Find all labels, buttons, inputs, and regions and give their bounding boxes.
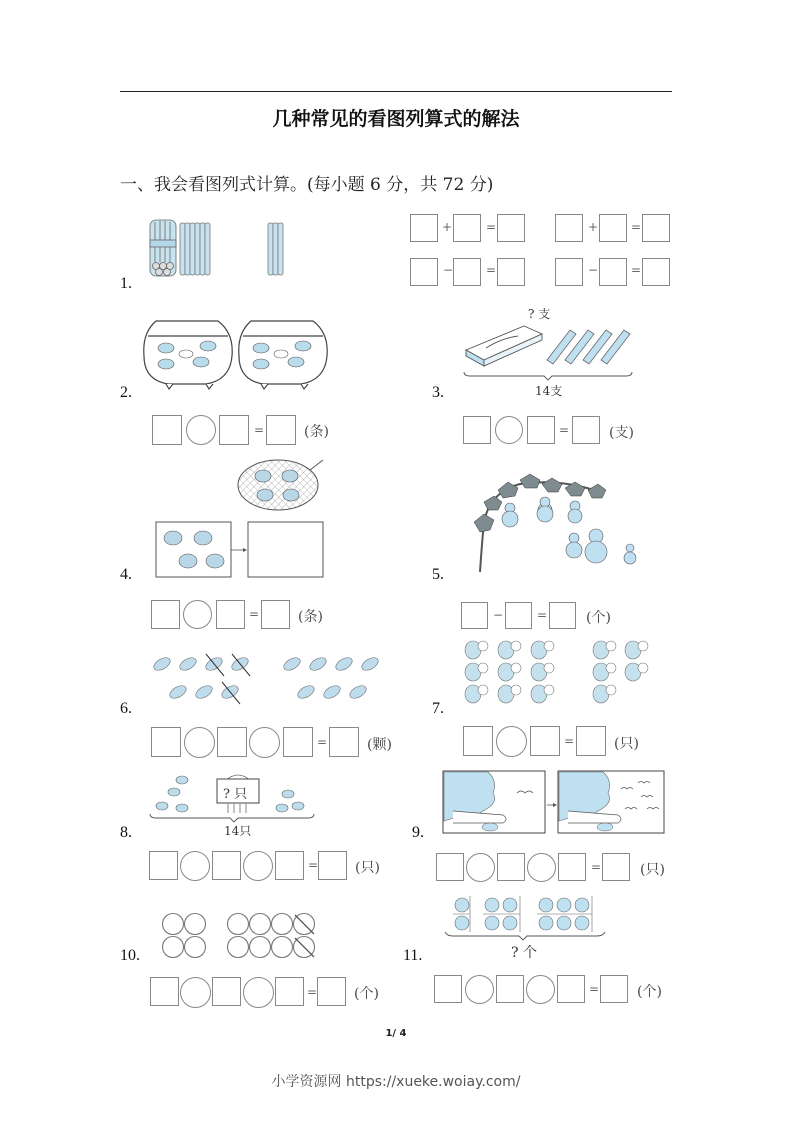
equals-sign: = bbox=[254, 423, 265, 437]
answer-box[interactable] bbox=[317, 977, 346, 1006]
answer-box[interactable] bbox=[549, 602, 576, 629]
page-title: 几种常见的看图列算式的解法 bbox=[272, 108, 520, 130]
answer-box[interactable] bbox=[496, 975, 524, 1003]
answer-box[interactable] bbox=[152, 415, 182, 445]
minus-sign: − bbox=[493, 608, 504, 622]
equals-sign: = bbox=[631, 263, 642, 277]
answer-box[interactable] bbox=[497, 214, 525, 242]
unit-label: (条) bbox=[298, 609, 323, 625]
answer-box[interactable] bbox=[151, 727, 181, 757]
question-number: 2. bbox=[120, 384, 132, 401]
top-rule bbox=[120, 91, 672, 92]
answer-box[interactable] bbox=[434, 975, 462, 1003]
equals-sign: = bbox=[631, 220, 642, 234]
equals-sign: = bbox=[307, 985, 318, 999]
pencils-illustration bbox=[462, 320, 637, 380]
fishbowls-illustration bbox=[146, 318, 326, 390]
equals-sign: = bbox=[589, 982, 600, 996]
sticks-illustration bbox=[148, 218, 298, 278]
answer-box[interactable] bbox=[275, 851, 304, 880]
answer-box[interactable] bbox=[151, 600, 180, 629]
equals-sign: = bbox=[564, 734, 575, 748]
operator-circle[interactable] bbox=[465, 975, 494, 1004]
equals-sign: = bbox=[317, 735, 328, 749]
answer-box[interactable] bbox=[266, 415, 296, 445]
unit-label: (只) bbox=[614, 736, 639, 752]
section-heading: 一、我会看图列式计算。(每小题 6 分，共 72 分) bbox=[120, 175, 494, 195]
operator-circle[interactable] bbox=[243, 977, 274, 1008]
unit-label: (个) bbox=[637, 984, 662, 1000]
answer-box[interactable] bbox=[453, 258, 481, 286]
equals-sign: = bbox=[486, 263, 497, 277]
answer-box[interactable] bbox=[530, 726, 560, 756]
fishnet-illustration bbox=[155, 458, 330, 578]
total-label: 14只 bbox=[224, 824, 252, 838]
mice-illustration bbox=[463, 636, 643, 716]
unit-label: (只) bbox=[355, 860, 380, 876]
question-number: 7. bbox=[432, 700, 444, 717]
answer-box[interactable] bbox=[599, 214, 627, 242]
candies-illustration bbox=[150, 652, 390, 707]
equals-sign: = bbox=[591, 860, 602, 874]
answer-box[interactable] bbox=[329, 727, 359, 757]
answer-box[interactable] bbox=[216, 600, 245, 629]
answer-box[interactable] bbox=[642, 258, 670, 286]
answer-box[interactable] bbox=[497, 258, 525, 286]
answer-box[interactable] bbox=[261, 600, 290, 629]
answer-box[interactable] bbox=[642, 214, 670, 242]
unit-label: (个) bbox=[586, 610, 611, 626]
equals-sign: = bbox=[308, 858, 319, 872]
question-number: 11. bbox=[403, 947, 423, 964]
operator-circle[interactable] bbox=[466, 853, 495, 882]
total-label: ? 个 bbox=[511, 945, 537, 961]
operator-circle[interactable] bbox=[243, 851, 273, 881]
answer-box[interactable] bbox=[463, 416, 491, 444]
answer-box[interactable] bbox=[505, 602, 532, 629]
operator-circle[interactable] bbox=[186, 415, 216, 445]
tree-birds-illustration bbox=[443, 771, 665, 835]
answer-box[interactable] bbox=[555, 258, 583, 286]
question-number: 9. bbox=[412, 824, 424, 841]
answer-box[interactable] bbox=[602, 853, 630, 881]
equals-sign: = bbox=[559, 423, 570, 437]
answer-box[interactable] bbox=[497, 853, 525, 881]
question-number: 5. bbox=[432, 566, 444, 583]
operator-circle[interactable] bbox=[496, 726, 527, 757]
answer-box[interactable] bbox=[283, 727, 313, 757]
unit-label: (只) bbox=[640, 862, 665, 878]
answer-box[interactable] bbox=[600, 975, 628, 1003]
answer-box[interactable] bbox=[576, 726, 606, 756]
minus-sign: − bbox=[588, 263, 599, 277]
unit-label: (支) bbox=[609, 425, 634, 441]
unit-label: (个) bbox=[354, 986, 379, 1002]
answer-box[interactable] bbox=[461, 602, 488, 629]
answer-box[interactable] bbox=[212, 851, 241, 880]
question-number: 4. bbox=[120, 566, 132, 583]
operator-circle[interactable] bbox=[249, 727, 280, 758]
gourd-vine-illustration bbox=[470, 472, 645, 577]
question-label: ? 支 bbox=[528, 307, 551, 321]
operator-circle[interactable] bbox=[183, 600, 212, 629]
question-number: 10. bbox=[120, 947, 140, 964]
answer-box[interactable] bbox=[410, 258, 438, 286]
plus-sign: + bbox=[588, 220, 599, 234]
answer-box[interactable] bbox=[219, 415, 249, 445]
total-label: 14支 bbox=[535, 384, 563, 398]
cage-label: ? 只 bbox=[223, 787, 248, 802]
answer-box[interactable] bbox=[212, 977, 241, 1006]
answer-box[interactable] bbox=[275, 977, 304, 1006]
equals-sign: = bbox=[249, 607, 260, 621]
answer-box[interactable] bbox=[572, 416, 600, 444]
operator-circle[interactable] bbox=[527, 853, 556, 882]
operator-circle[interactable] bbox=[495, 416, 523, 444]
answer-box[interactable] bbox=[557, 975, 585, 1003]
circles-illustration bbox=[162, 912, 322, 962]
question-number: 6. bbox=[120, 700, 132, 717]
unit-label: (颗) bbox=[367, 737, 392, 753]
question-number: 3. bbox=[432, 384, 444, 401]
operator-circle[interactable] bbox=[180, 851, 210, 881]
answer-box[interactable] bbox=[453, 214, 481, 242]
answer-box[interactable] bbox=[527, 416, 555, 444]
answer-box[interactable] bbox=[149, 851, 178, 880]
page-number: 1/ 4 bbox=[385, 1028, 407, 1039]
question-number: 8. bbox=[120, 824, 132, 841]
answer-box[interactable] bbox=[150, 977, 179, 1006]
operator-circle[interactable] bbox=[526, 975, 555, 1004]
answer-box[interactable] bbox=[555, 214, 583, 242]
answer-box[interactable] bbox=[318, 851, 347, 880]
answer-box[interactable] bbox=[558, 853, 586, 881]
answer-box[interactable] bbox=[463, 726, 493, 756]
operator-circle[interactable] bbox=[184, 727, 215, 758]
watermark: 小学资源网 https://xueke.woiay.com/ bbox=[271, 1074, 521, 1090]
answer-box[interactable] bbox=[599, 258, 627, 286]
equals-sign: = bbox=[486, 220, 497, 234]
answer-box[interactable] bbox=[410, 214, 438, 242]
plus-sign: + bbox=[442, 220, 453, 234]
minus-sign: − bbox=[443, 263, 454, 277]
unit-label: (条) bbox=[304, 424, 329, 440]
equals-sign: = bbox=[537, 608, 548, 622]
operator-circle[interactable] bbox=[180, 977, 211, 1008]
answer-box[interactable] bbox=[217, 727, 247, 757]
apples-illustration bbox=[443, 890, 613, 940]
question-number: 1. bbox=[120, 275, 132, 292]
answer-box[interactable] bbox=[436, 853, 464, 881]
